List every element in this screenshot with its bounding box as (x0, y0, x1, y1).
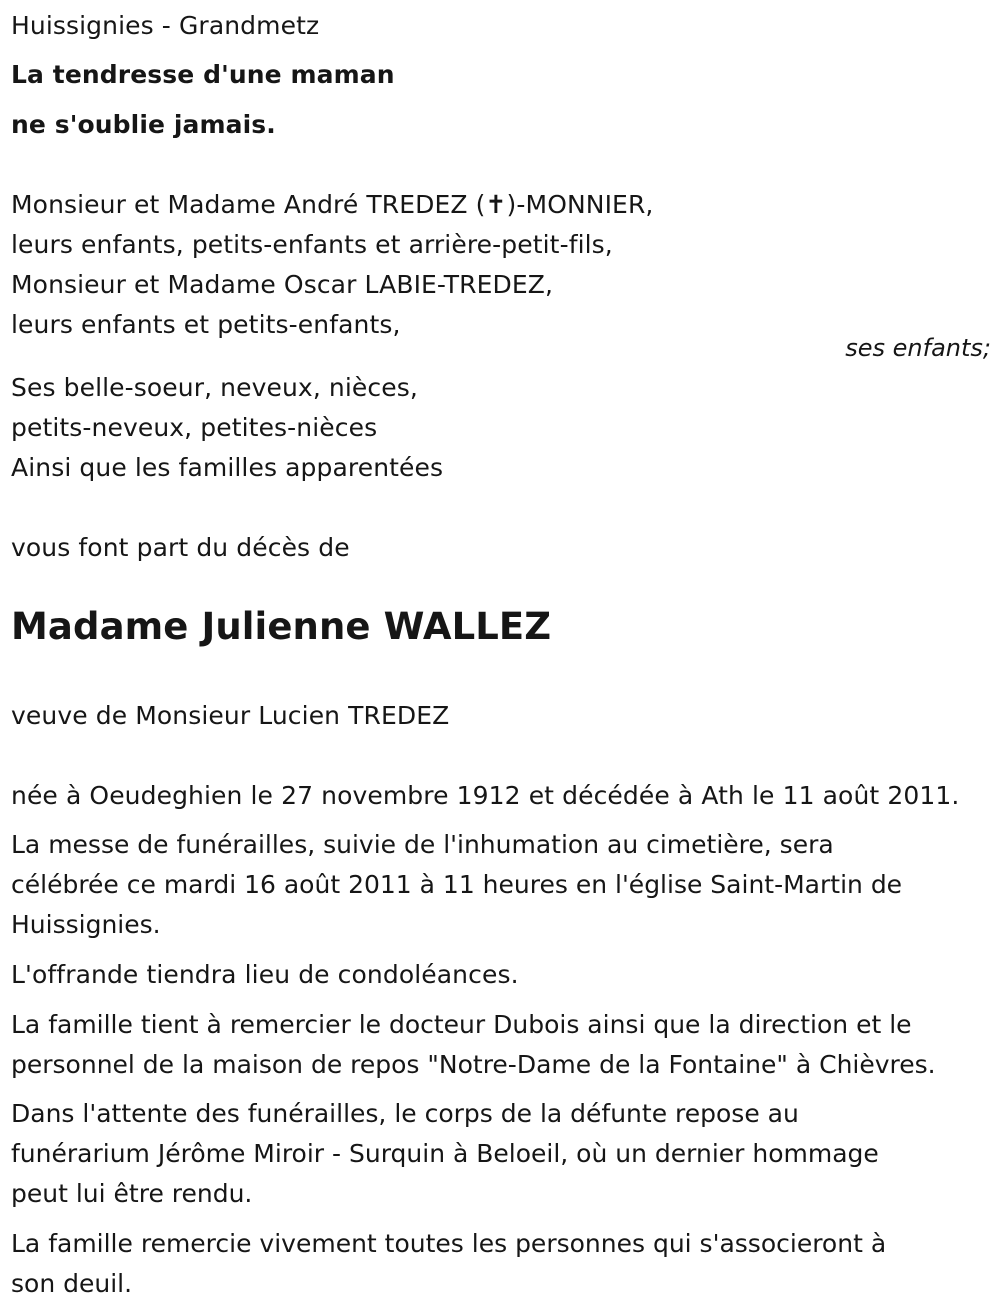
funeral-line-2: célébrée ce mardi 16 août 2011 à 11 heures en l'église Saint-Martin de (11, 870, 903, 899)
closing-line-2: son deuil. (11, 1269, 133, 1298)
thanks-line-2: personnel de la maison de repos "Notre-Dame de la Fontaine" à Chièvres. (11, 1050, 936, 1079)
location-heading: Huissignies - Grandmetz (11, 11, 320, 40)
quote-line-1: La tendresse d'une maman (11, 60, 395, 89)
quote-line-2: ne s'oublie jamais. (11, 110, 276, 139)
rest-line-3: peut lui être rendu. (11, 1179, 253, 1208)
rest-line-2: funérarium Jérôme Miroir - Surquin à Beloeil, où un dernier hommage (11, 1139, 879, 1168)
funeral-paragraph (11, 825, 986, 945)
funeral-line-3: Huissignies. (11, 910, 161, 939)
offering-line: L'offrande tiendra lieu de condoléances. (11, 960, 519, 989)
rest-line-1: Dans l'attente des funérailles, le corps de la défunte repose au (11, 1099, 799, 1128)
announcement-intro: vous font part du décès de (11, 533, 350, 562)
deceased-name: Madame Julienne WALLEZ (11, 605, 552, 648)
widow-of: veuve de Monsieur Lucien TREDEZ (11, 701, 450, 730)
side-note: ses enfants; (845, 334, 991, 362)
family-line-6: petits-neveux, petites-nièces (11, 413, 378, 442)
birth-death-line: née à Oeudeghien le 27 novembre 1912 et décédée à Ath le 11 août 2011. (11, 781, 960, 810)
family-line-3: Monsieur et Madame Oscar LABIE-TREDEZ, (11, 270, 554, 299)
family-line-7: Ainsi que les familles apparentées (11, 453, 444, 482)
family-line-2: leurs enfants, petits-enfants et arrière-petit-fils, (11, 230, 613, 259)
thanks-line-1: La famille tient à remercier le docteur Dubois ainsi que la direction et le (11, 1010, 912, 1039)
family-line-4: leurs enfants et petits-enfants, (11, 310, 401, 339)
thanks-paragraph (11, 1005, 986, 1085)
closing-paragraph (11, 1224, 986, 1304)
rest-paragraph (11, 1094, 986, 1214)
family-line-5: Ses belle-soeur, neveux, nièces, (11, 373, 418, 402)
funeral-line-1: La messe de funérailles, suivie de l'inhumation au cimetière, sera (11, 830, 834, 859)
closing-line-1: La famille remercie vivement toutes les personnes qui s'associeront à (11, 1229, 887, 1258)
family-line-1: Monsieur et Madame André TREDEZ (✝)-MONNIER, (11, 190, 654, 219)
